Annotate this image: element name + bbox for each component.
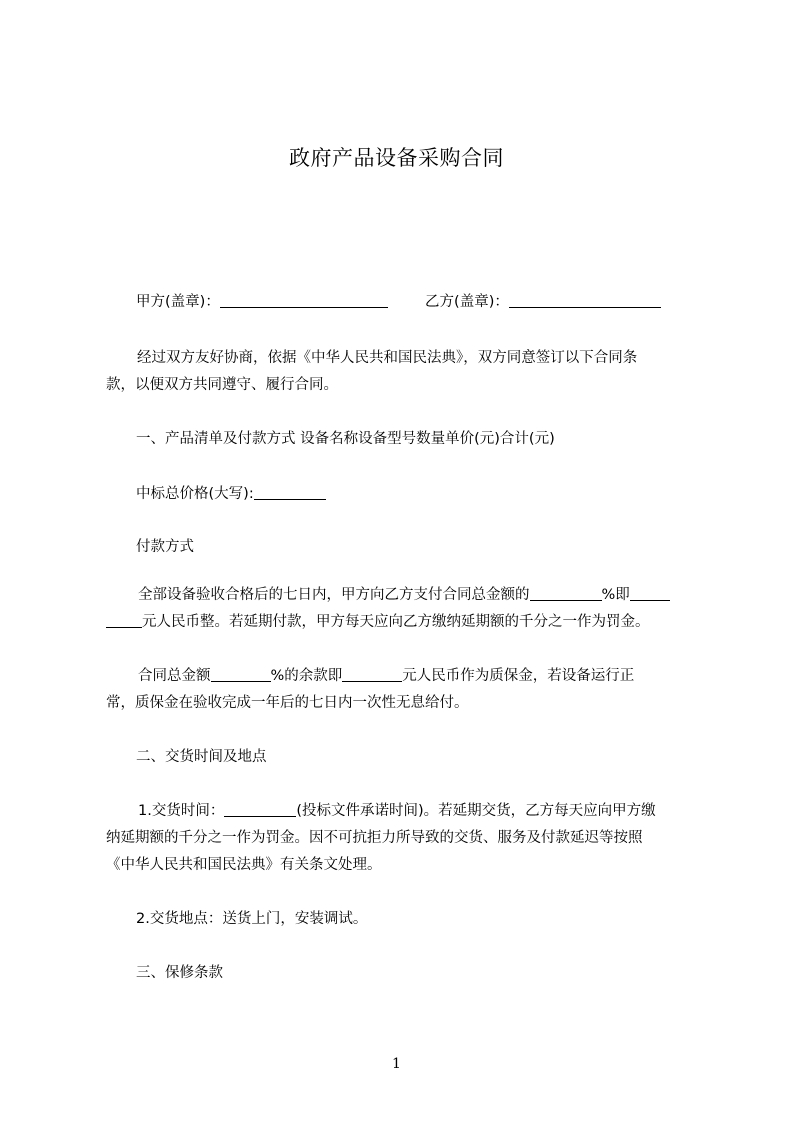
price-label: 中标总价格(大写):: [136, 486, 254, 502]
payment-2-line-2: 常，质保金在验收完成一年后的七日内一次性无息给付。: [106, 695, 469, 711]
delivery-time-label: 1.交货时间：: [138, 803, 225, 819]
intro-line-1: 经过双方友好协商，依据《中华人民共和国民法典》，双方同意签订以下合同条: [137, 350, 638, 366]
payment-1-amount-blank-b: [106, 613, 142, 628]
document-title: 政府产品设备采购合同: [289, 146, 504, 170]
payment-2-percent-blank: [211, 667, 271, 682]
party-a-signature-blank: [220, 293, 388, 308]
payment-1-text-c: 元人民币整。若延期付款，甲方每天应向乙方缴纳延期额的千分之一作为罚金。: [142, 614, 650, 630]
price-blank: [254, 485, 326, 500]
delivery-place-line: 2.交货地点：送货上门，安装调试。: [136, 911, 368, 927]
payment-1-line-1: [138, 583, 738, 604]
payment-2-text-c: 元人民币作为质保金，若设备运行正: [402, 668, 635, 684]
payment-1-text-b: %即: [601, 587, 630, 603]
payment-2-line-1: [138, 664, 738, 685]
parties-line: [136, 290, 736, 311]
delivery-time-blank: [224, 802, 296, 817]
section-2-heading: 二、交货时间及地点: [136, 749, 267, 765]
payment-heading: 付款方式: [136, 539, 194, 555]
payment-2-amount-blank: [342, 667, 402, 682]
payment-1-text-a: 全部设备验收合格后的七日内，甲方向乙方支付合同总金额的: [138, 587, 530, 603]
payment-1-line-2: [106, 610, 706, 631]
payment-1-amount-blank-a: [630, 586, 670, 601]
delivery-time-line-3: 《中华人民共和国民法典》有关条文处理。: [106, 857, 382, 873]
payment-2-text-a: 合同总金额: [138, 668, 211, 684]
price-line: [136, 482, 736, 503]
payment-1-percent-blank: [530, 586, 602, 601]
section-1-heading: 一、产品清单及付款方式 设备名称设备型号数量单价(元)合计(元): [136, 431, 555, 447]
payment-2-text-b: %的余款即: [270, 668, 343, 684]
delivery-time-line-2: 纳延期额的千分之一作为罚金。因不可抗拒力所导致的交货、服务及付款延迟等按照: [106, 830, 643, 846]
party-a-label: 甲方(盖章)：: [136, 294, 220, 310]
intro-line-2: 款，以便双方共同遵守、履行合同。: [106, 377, 338, 393]
party-b-signature-blank: [509, 293, 661, 308]
page-number: 1: [392, 1056, 401, 1072]
section-3-heading: 三、保修条款: [136, 965, 223, 981]
party-b-label: 乙方(盖章)：: [425, 294, 509, 310]
delivery-time-line-1: [138, 799, 738, 820]
delivery-time-text: (投标文件承诺时间)。若延期交货，乙方每天应向甲方缴: [296, 803, 656, 819]
